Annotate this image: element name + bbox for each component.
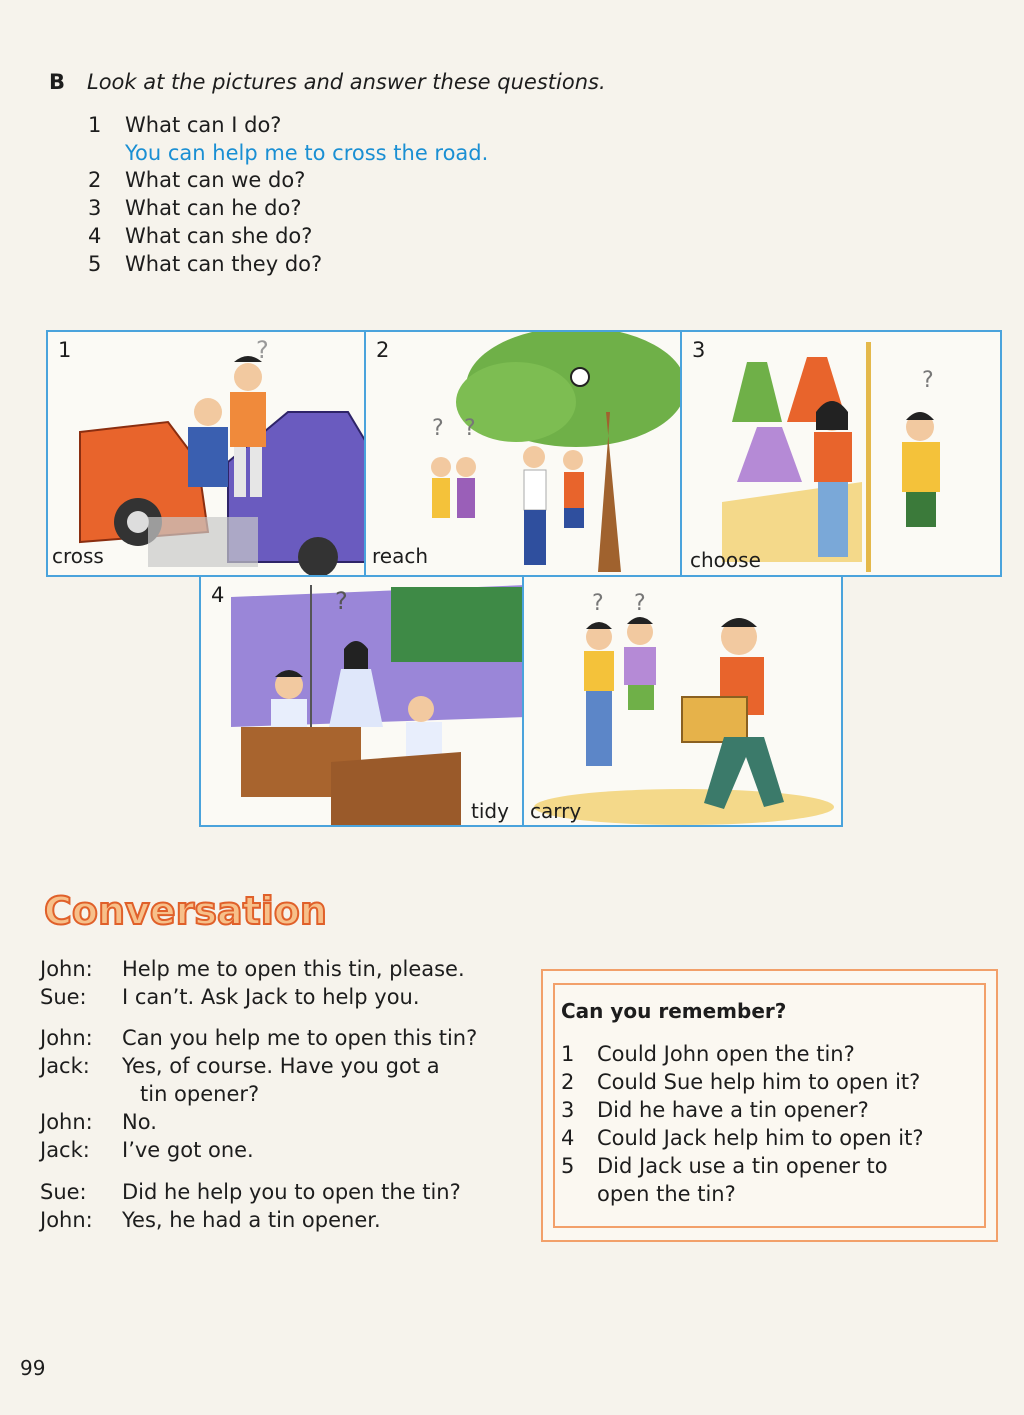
remember-box: [541, 969, 998, 1242]
illustration-tree: [366, 332, 682, 577]
illustration-dresses: [682, 332, 1002, 577]
picture-verb: tidy: [471, 799, 509, 823]
illustration-box: [524, 577, 843, 827]
speaker: John:: [40, 957, 93, 981]
remember-question-number: 1: [561, 1042, 575, 1066]
question-text: What can we do?: [125, 168, 306, 192]
question-mark: ?: [592, 591, 604, 616]
picture-panel-tidy: [199, 575, 525, 827]
remember-question-number: 2: [561, 1070, 575, 1094]
picture-verb: reach: [372, 544, 429, 568]
question-number: 2: [88, 168, 102, 192]
remember-question-text: open the tin?: [597, 1182, 736, 1206]
question-text: What can they do?: [125, 252, 323, 276]
question-mark: ?: [634, 591, 646, 616]
question-row: [88, 252, 322, 276]
speech: tin opener?: [140, 1082, 260, 1106]
question-number: 4: [88, 224, 102, 248]
speaker: John:: [40, 1208, 93, 1232]
question-mark: ?: [335, 587, 348, 615]
question-text: What can I do?: [125, 113, 282, 137]
picture-verb: carry: [530, 799, 582, 823]
remember-question-text: Could Jack help him to open it?: [597, 1126, 924, 1150]
speaker: Sue:: [40, 985, 87, 1009]
remember-question-text: Could Sue help him to open it?: [597, 1070, 921, 1094]
speech: Yes, he had a tin opener.: [122, 1208, 381, 1232]
question-mark: ?: [432, 416, 444, 441]
conversation-title-art: [42, 880, 372, 944]
question-mark: ?: [922, 368, 934, 393]
speech: Did he help you to open the tin?: [122, 1180, 461, 1204]
speech: Yes, of course. Have you got a: [122, 1054, 440, 1078]
picture-verb: cross: [52, 544, 104, 568]
illustration-classroom: [201, 577, 525, 827]
remember-question-number: 5: [561, 1154, 575, 1178]
picture-panel-reach: [364, 330, 682, 577]
speech: Help me to open this tin, please.: [122, 957, 465, 981]
section-letter: B: [49, 70, 66, 94]
conversation-title-text: Conversation: [44, 889, 327, 933]
picture-verb: choose: [690, 548, 761, 572]
remember-question-number: 4: [561, 1126, 575, 1150]
question-row: [88, 224, 312, 248]
picture-panel-carry: [522, 575, 843, 827]
question-row: [88, 168, 305, 192]
question-text: What can she do?: [125, 224, 313, 248]
question-mark: ?: [464, 416, 476, 441]
speech: I’ve got one.: [122, 1138, 254, 1162]
example-answer: You can help me to cross the road.: [125, 141, 489, 165]
remember-title: Can you remember?: [561, 999, 787, 1023]
speech: Can you help me to open this tin?: [122, 1026, 478, 1050]
picture-panel-choose: [680, 330, 1002, 577]
page-number: 99: [20, 1356, 46, 1380]
question-number: 3: [88, 196, 102, 220]
speaker: John:: [40, 1110, 93, 1134]
picture-panel-cross: [46, 330, 366, 577]
speech: I can’t. Ask Jack to help you.: [122, 985, 420, 1009]
remember-question-text: Could John open the tin?: [597, 1042, 855, 1066]
question-row: [88, 113, 281, 137]
question-text: What can he do?: [125, 196, 302, 220]
question-number: 1: [88, 113, 102, 137]
remember-question-text: Did Jack use a tin opener to: [597, 1154, 888, 1178]
speaker: Jack:: [40, 1054, 90, 1078]
picture-number: 2: [376, 338, 390, 362]
illustration-cars: [48, 332, 366, 577]
speaker: Jack:: [40, 1138, 90, 1162]
question-row: [88, 196, 301, 220]
speaker: John:: [40, 1026, 93, 1050]
question-mark: ?: [256, 336, 269, 364]
remember-question-text: Did he have a tin opener?: [597, 1098, 869, 1122]
question-number: 5: [88, 252, 102, 276]
speaker: Sue:: [40, 1180, 87, 1204]
conversation-title: [42, 880, 372, 948]
picture-number: 1: [58, 338, 72, 362]
section-instruction: Look at the pictures and answer these questions.: [87, 70, 606, 94]
remember-question-number: 3: [561, 1098, 575, 1122]
speech: No.: [122, 1110, 157, 1134]
picture-number: 3: [692, 338, 706, 362]
picture-number: 4: [211, 583, 225, 607]
